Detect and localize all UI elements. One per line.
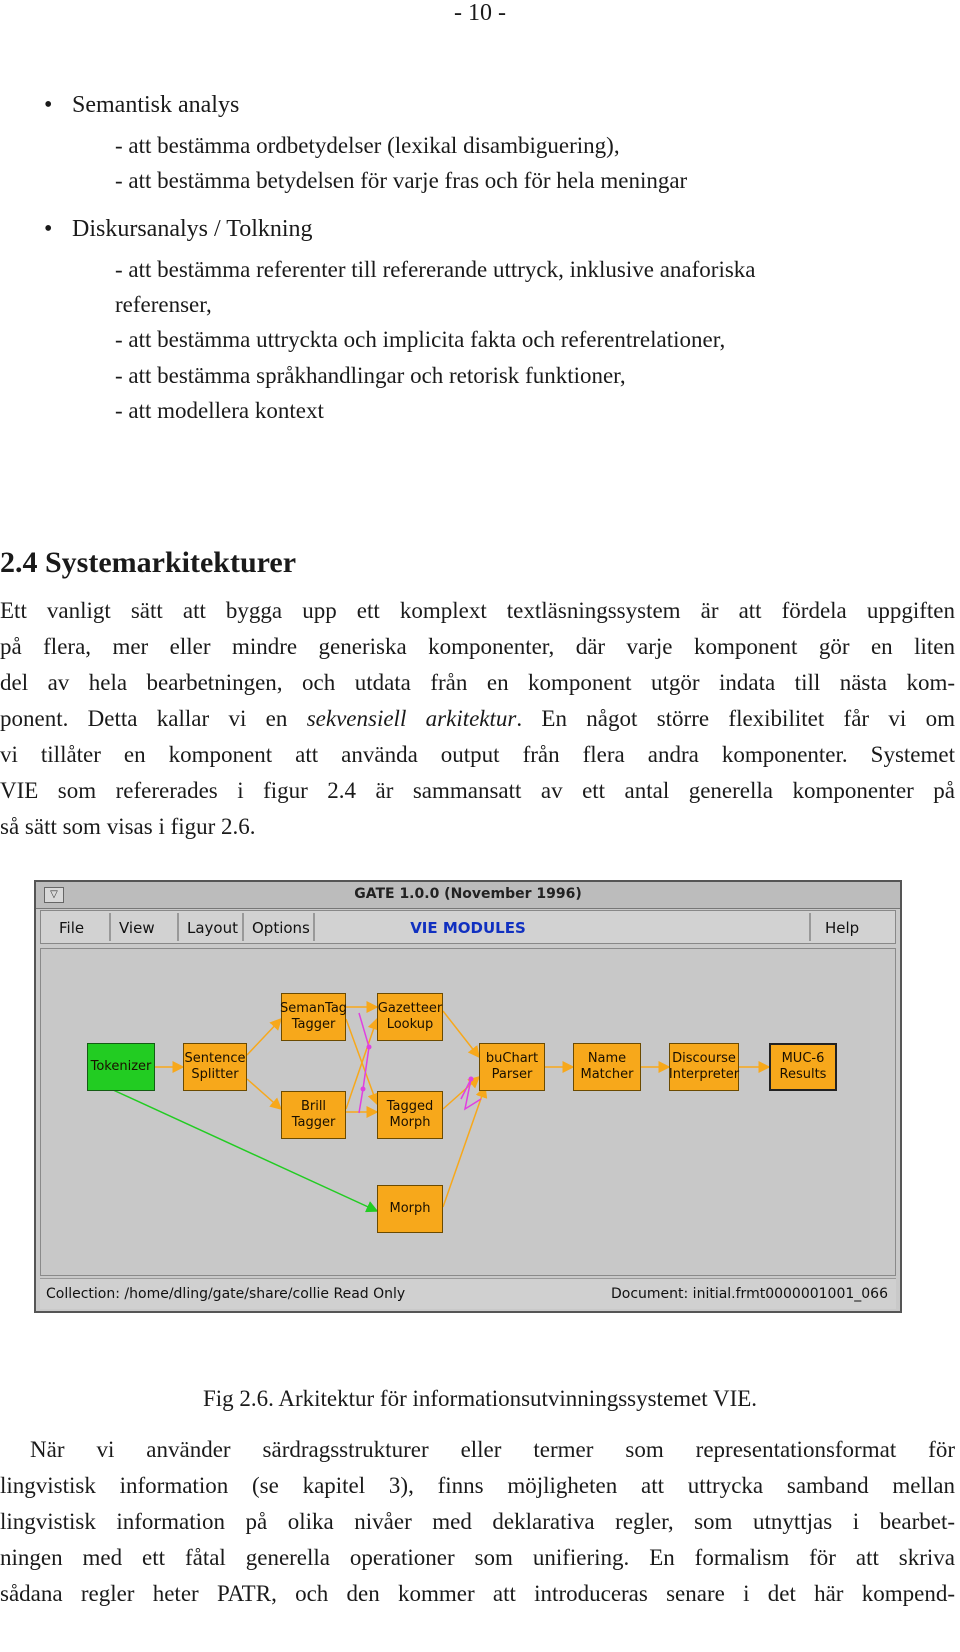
menu-options[interactable]: Options: [252, 919, 310, 937]
module-graph-canvas: [40, 948, 896, 1276]
module-semantag-tagger[interactable]: [281, 993, 346, 1041]
module-label: [280, 1001, 347, 1033]
window-menu-icon[interactable]: ▽: [44, 887, 64, 903]
module-label-line: Name: [587, 1051, 627, 1066]
paragraph-line: lingvistisk information (se kapitel 3), finns möjligheten att uttrycka samband mellan: [0, 1473, 955, 1498]
emphasis-term: sekvensiell arkitektur: [306, 706, 517, 731]
paragraph-line: på flera, mer eller mindre generiska komponenter, där varje komponent gör en liten: [0, 634, 955, 659]
module-label: Morph: [389, 1201, 431, 1216]
paragraph-line: [0, 701, 955, 737]
module-buchart-parser[interactable]: [479, 1043, 545, 1091]
link-magenta: [359, 1013, 369, 1113]
figure-caption: Fig 2.6. Arkitektur för informationsutvinningssystemet VIE.: [202, 1386, 758, 1411]
menu-bar: [40, 910, 896, 944]
window-titlebar: [36, 882, 900, 909]
paragraph-sardragsstrukturer: [0, 1432, 955, 1612]
bullet-dot-icon: •: [44, 92, 53, 118]
module-tokenizer[interactable]: [87, 1043, 155, 1091]
list-item: - att bestämma ordbetydelser (lexikal disambiguering),: [115, 133, 620, 158]
module-label-line: Parser: [491, 1067, 533, 1082]
list-item: - att bestämma referenter till refererande uttryck, inklusive anaforiska: [115, 257, 756, 282]
module-label: Brill Tagger: [291, 1099, 336, 1130]
text-run: ponent. Detta kallar vi en: [0, 706, 307, 731]
module-label: Tokenizer: [90, 1059, 152, 1074]
module-label-line: Lookup: [386, 1017, 434, 1032]
status-bar: [40, 1278, 896, 1309]
status-collection: Collection: /home/dling/gate/share/collie Read Only: [46, 1286, 406, 1302]
module-name-matcher[interactable]: [573, 1043, 641, 1091]
module-discourse-interpreter[interactable]: [669, 1043, 739, 1091]
arrow-splitter-brill: [247, 1079, 281, 1109]
module-label-line: SemanTag: [279, 1001, 348, 1016]
paragraph-line: Ett vanligt sätt att bygga upp ett komplext textläsningssystem är att fördela uppgiften: [0, 598, 955, 623]
menu-file[interactable]: File: [59, 919, 85, 937]
arrow-splitter-semantag: [247, 1019, 281, 1055]
module-label: [580, 1051, 633, 1083]
arrow-gazetteer-buchart: [443, 1011, 479, 1057]
paragraph-line: lingvistisk information på olika nivåer med deklarativa regler, som utnyttjas i bearbet-: [0, 1509, 955, 1534]
module-brill-tagger[interactable]: [281, 1091, 346, 1139]
link-node: [367, 1045, 372, 1050]
link-node: [361, 1087, 366, 1092]
menu-layout[interactable]: Layout: [187, 919, 238, 937]
link-node: [469, 1077, 474, 1082]
module-sentence-splitter[interactable]: [183, 1043, 247, 1091]
list-item: - att bestämma uttryckta och implicita fakta och referentrelationer,: [115, 327, 726, 352]
paragraph-line: När vi använder särdragsstrukturer eller termer som representationsformat för: [30, 1437, 955, 1462]
module-label-line: Results: [779, 1067, 827, 1082]
window-title: GATE 1.0.0 (November 1996): [354, 886, 582, 902]
panel-title: VIE MODULES: [410, 919, 526, 937]
module-label-line: buChart: [485, 1051, 539, 1066]
paragraph-line: VIE som refererades i figur 2.4 är sammansatt av ett antal generella komponenter på: [0, 778, 955, 803]
list-item: referenser,: [115, 292, 212, 317]
bullet-dot-icon: •: [44, 216, 53, 242]
module-morph[interactable]: [377, 1185, 443, 1233]
module-label: [780, 1051, 827, 1083]
module-label-line: Morph: [389, 1115, 431, 1130]
paragraph-systemarkitekturer: [0, 593, 955, 845]
page-number: - 10 -: [454, 0, 506, 26]
bullet-label: Diskursanalys / Tolkning: [72, 216, 313, 242]
module-gazetteer-lookup[interactable]: [377, 993, 443, 1041]
paragraph-line: sådana regler heter PATR, och den kommer att introduceras senare i det här kompend-: [0, 1581, 955, 1606]
module-label: [669, 1051, 739, 1083]
module-label-line: Interpreter: [668, 1067, 740, 1082]
module-label-line: Sentence: [184, 1051, 246, 1066]
bullet-label: Semantisk analys: [72, 92, 240, 118]
text-run: . En något större flexibilitet får vi om: [516, 706, 955, 731]
menu-help[interactable]: Help: [825, 919, 860, 937]
module-label-line: Tagger: [291, 1017, 336, 1032]
module-label: [486, 1051, 538, 1083]
module-label-line: Matcher: [580, 1067, 634, 1082]
list-item: - att bestämma språkhandlingar och retorisk funktioner,: [115, 363, 626, 388]
arrow-morph-buchart: [443, 1087, 485, 1207]
list-item: - att modellera kontext: [115, 398, 324, 423]
module-label-line: Discourse: [672, 1051, 736, 1066]
module-label: [185, 1051, 246, 1083]
gate-window: [34, 880, 902, 1313]
module-label-line: Gazetteer: [377, 1001, 443, 1016]
module-label-line: Tagged: [386, 1099, 434, 1114]
list-item: - att bestämma betydelsen för varje fras och för hela meningar: [115, 168, 688, 193]
module-connections: [41, 949, 895, 1275]
module-label-line: MUC-6: [781, 1051, 825, 1066]
paragraph-line: del av hela bearbetningen, och utdata från en komponent utgör indata till nästa kom-: [0, 670, 955, 695]
status-document: Document: initial.frmt0000001001_066: [610, 1286, 888, 1302]
module-muc6-results[interactable]: [769, 1043, 837, 1091]
menu-view[interactable]: View: [119, 919, 155, 937]
paragraph-line: så sätt som visas i figur 2.6.: [0, 814, 256, 839]
menu-separator: [809, 913, 811, 941]
module-tagged-morph[interactable]: [377, 1091, 443, 1139]
module-label: [378, 1001, 442, 1033]
module-label-line: Splitter: [191, 1067, 239, 1082]
paragraph-line: ningen med ett fåtal generella operationer som unifiering. En formalism för att skriva: [0, 1545, 955, 1570]
paragraph-line: vi tillåter en komponent att använda output från flera andra komponenter. Systemet: [0, 742, 955, 767]
section-heading: 2.4 Systemarkitekturer: [0, 546, 297, 579]
module-label: [387, 1099, 434, 1131]
